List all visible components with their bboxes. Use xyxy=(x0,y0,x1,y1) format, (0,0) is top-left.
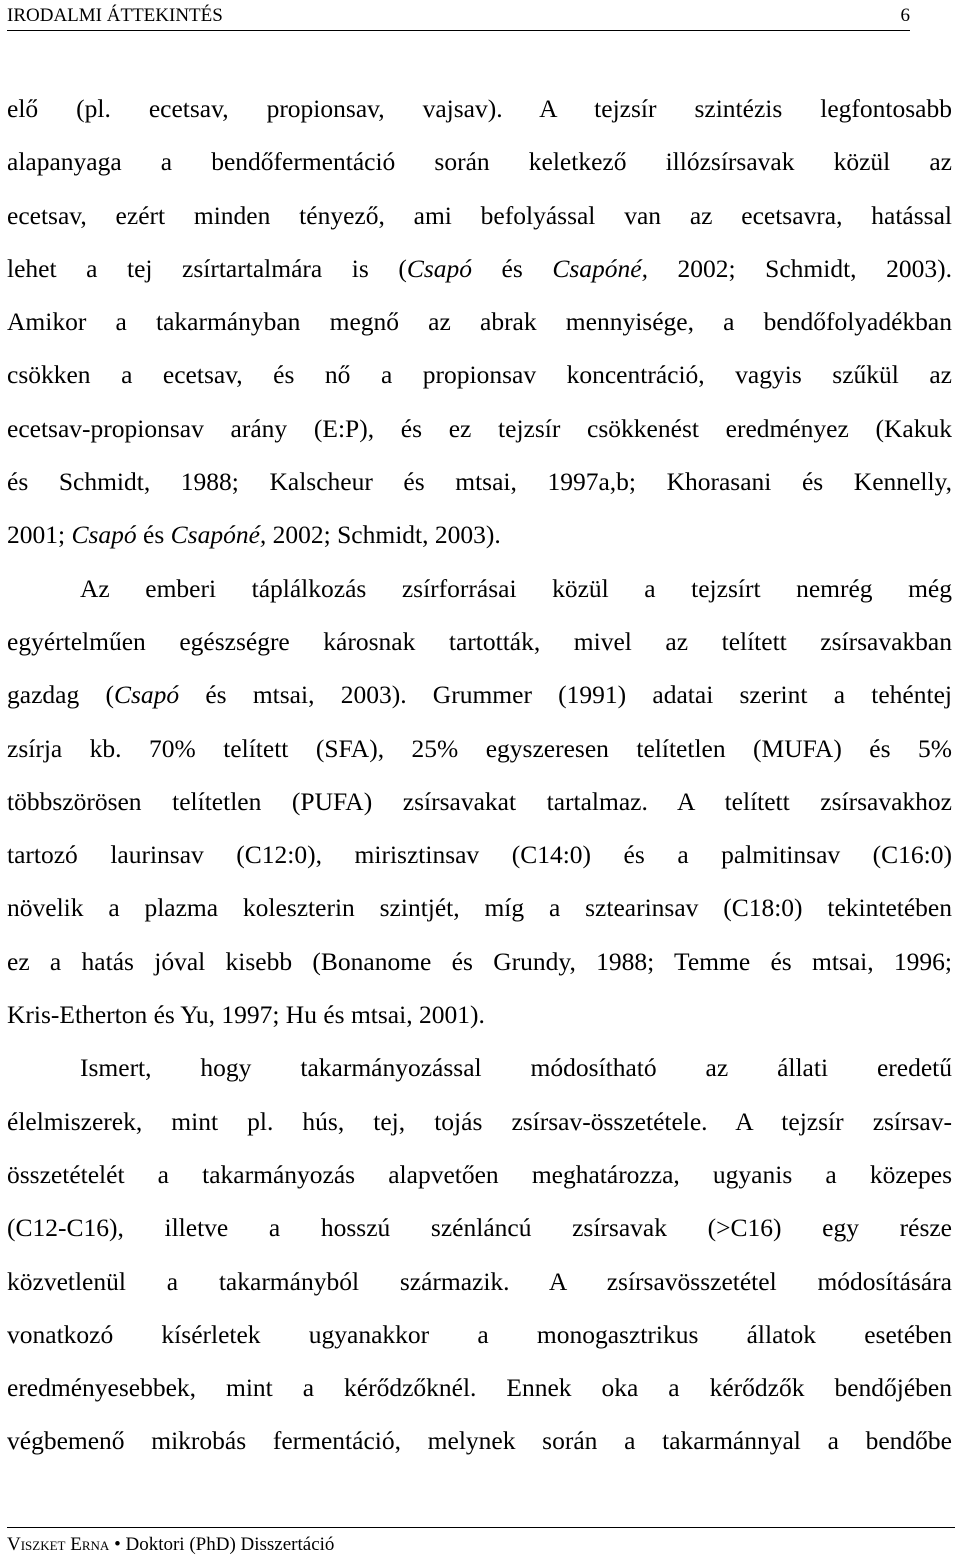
text-line: és Schmidt, 1988; Kalscheur és mtsai, 1997a,b; Khorasani és Kennelly, xyxy=(7,467,952,497)
text-line: ez a hatás jóval kisebb (Bonanome és Grundy, 1988; Temme és mtsai, 1996; xyxy=(7,946,952,976)
text-line: közvetlenül a takarmányból származik. A zsírsavösszetétel módosítására xyxy=(7,1266,952,1296)
bullet-separator: • xyxy=(114,1534,121,1555)
text-line: ecetsav, ezért minden tényező, ami befolyással van az ecetsavra, hatással xyxy=(7,200,952,230)
running-footer xyxy=(7,1527,955,1556)
text-line: csökken a ecetsav, és nő a propionsav koncentráció, vagyis szűkül az xyxy=(7,360,952,390)
text-line: eredményesebbek, mint a kérődzőknél. Ennek oka a kérődzők bendőjében xyxy=(7,1373,952,1403)
page-number: 6 xyxy=(900,5,910,26)
text-line: zsírja kb. 70% telített (SFA), 25% egyszeresen telítetlen (MUFA) és 5% xyxy=(7,733,952,763)
text-line: növelik a plazma koleszterin szintjét, míg a sztearinsav (C18:0) tekintetében xyxy=(7,893,952,923)
thesis-label: Doktori (PhD) Disszertáció xyxy=(125,1534,335,1555)
text-line: élelmiszerek, mint pl. hús, tej, tojás zsírsav-összetétele. A tejzsír zsírsav- xyxy=(7,1106,952,1136)
text-line: Kris-Etherton és Yu, 1997; Hu és mtsai, 2001). xyxy=(7,1000,485,1030)
text-line: vonatkozó kísérletek ugyanakkor a monogasztrikus állatok esetében xyxy=(7,1319,952,1349)
author-last-name: Erna xyxy=(70,1534,110,1555)
text-line: végbemenő mikrobás fermentáció, melynek során a takarmánnyal a bendőbe xyxy=(7,1426,952,1456)
author-first-name: Viszket xyxy=(7,1534,66,1555)
text-line: tartozó laurinsav (C12:0), mirisztinsav (C14:0) és a palmitinsav (C16:0) xyxy=(7,840,952,870)
text-line: többszörösen telítetlen (PUFA) zsírsavakat tartalmaz. A telített zsírsavakhoz xyxy=(7,786,952,816)
text-line: lehet a tej zsírtartalmára is (Csapó és Csapóné, 2002; Schmidt, 2003). xyxy=(7,253,952,283)
text-line: (C12-C16), illetve a hosszú szénláncú zsírsavak (>C16) egy része xyxy=(7,1213,952,1243)
text-line: egyértelműen egészségre károsnak tartották, mivel az telített zsírsavakban xyxy=(7,626,952,656)
text-line: 2001; Csapó és Csapóné, 2002; Schmidt, 2003). xyxy=(7,520,501,550)
text-line: Amikor a takarmányban megnő az abrak mennyisége, a bendőfolyadékban xyxy=(7,307,952,337)
text-line: elő (pl. ecetsav, propionsav, vajsav). A tejzsír szintézis legfontosabb xyxy=(7,94,952,123)
running-header xyxy=(7,2,910,31)
text-line: Az emberi táplálkozás zsírforrásai közül a tejzsírt nemrég még xyxy=(80,573,952,603)
text-line: ecetsav-propionsav arány (E:P), és ez tejzsír csökkenést eredményez (Kakuk xyxy=(7,413,952,443)
text-line: alapanyaga a bendőfermentáció során keletkező illózsírsavak közül az xyxy=(7,147,952,177)
text-line: összetételét a takarmányozás alapvetően meghatározza, ugyanis a közepes xyxy=(7,1159,952,1189)
text-line: Ismert, hogy takarmányozással módosítható az állati eredetű xyxy=(80,1053,952,1083)
text-line: gazdag (Csapó és mtsai, 2003). Grummer (1991) adatai szerint a tehéntej xyxy=(7,680,952,710)
body-text xyxy=(7,82,952,1468)
chapter-title: IRODALMI ÁTTEKINTÉS xyxy=(7,5,223,26)
